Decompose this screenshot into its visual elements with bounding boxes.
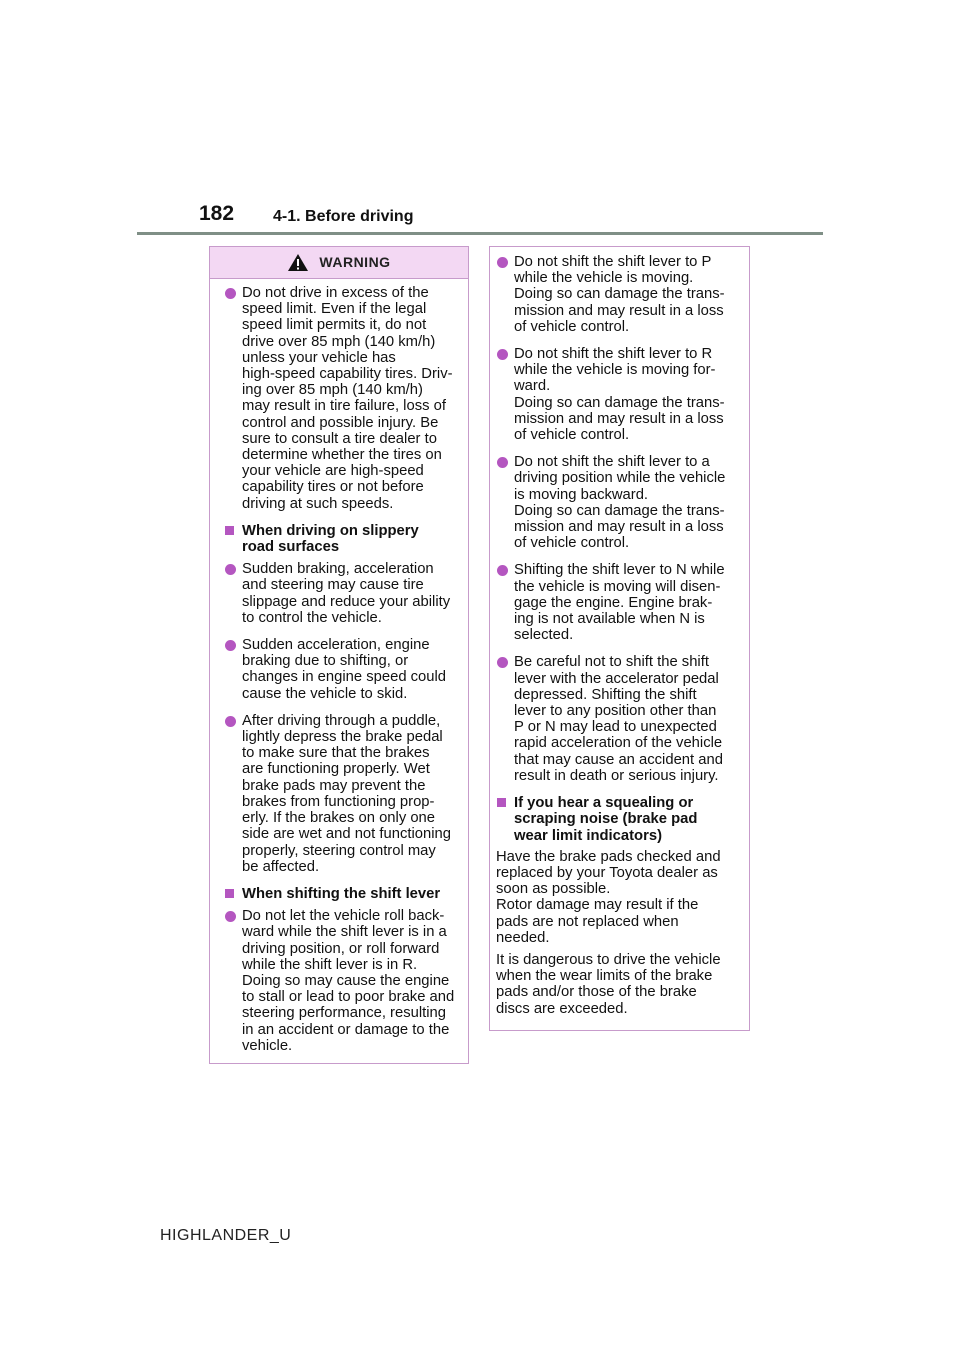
section-title: 4-1. Before driving [273,208,414,225]
list-item [224,713,458,875]
list-item [224,908,458,1054]
bullet-dot-icon [497,349,508,360]
list-item [496,454,741,551]
bullet-dot-icon [497,257,508,268]
list-item [496,562,741,643]
subheading-text: When shifting the shift lever [242,885,441,902]
list-item [224,561,458,626]
page-number: 182 [199,202,235,225]
warning-header [210,247,468,279]
bullet-text: Sudden braking, acceleration and steering may cause tire slippage and reduce your ability to control the vehicle. [242,561,451,626]
bullet-dot-icon [225,640,236,651]
bullet-text: Do not shift the shift lever to R while the vehicle is moving for- ward. Doing so can damage the trans- mission and may result in a loss of vehicle control. [514,346,725,444]
bullet-dot-icon [497,457,508,468]
warning-triangle-icon [287,253,309,272]
paragraph-text: Have the brake pads checked and replaced by your Toyota dealer as soon as possible. Rotor damage may result if the pads are not replaced when needed. [496,848,721,946]
paragraph-text: It is dangerous to drive the vehicle when the wear limits of the brake pads and/or those of the brake discs are exceeded. [496,951,721,1017]
square-bullet-icon [497,798,506,807]
bullet-dot-icon [225,564,236,575]
warning-box-left [209,246,469,1064]
bullet-dot-icon [225,716,236,727]
bullet-text: Do not shift the shift lever to a driving position while the vehicle is moving backward. Doing so can damage the trans- mission and may result in a loss of vehicle control. [514,454,726,552]
bullet-dot-icon [497,565,508,576]
footer-model: HIGHLANDER_U [160,1227,292,1244]
bullet-text: Do not drive in excess of the speed limit. Even if the legal speed limit permits it, do not drive over 85 mph (140 km/h) unless your vehicle has high-speed capability tires. Driv- ing over 85 mph (140 km/h) may result in tire failure, loss of control and possible injury. Be sure to consult a tire dealer to determine whether the tires on your vehicle are high-speed capability tires or not before driving at such speeds. [242,285,453,512]
subheading-slippery [224,523,458,555]
subheading-shift [224,886,458,902]
list-item [224,637,458,702]
subheading-text: When driving on slippery road surfaces [242,522,419,556]
list-item [496,654,741,784]
subheading-squeal [496,795,741,844]
warning-box-right [489,246,750,1031]
bullet-text: Sudden acceleration, engine braking due to shifting, or changes in engine speed could cause the vehicle to skid. [242,637,447,702]
bullet-text: Shifting the shift lever to N while the vehicle is moving will disen- gage the engine. Engine brak- ing is not available when N is selected. [514,562,725,644]
square-bullet-icon [225,526,234,535]
bullet-text: Do not shift the shift lever to P while the vehicle is moving. Doing so can damage the trans- mission and may result in a loss of vehicle control. [514,254,725,335]
list-item [496,254,741,335]
warning-label: WARNING [319,254,391,271]
header-rule [137,232,823,235]
bullet-text: Do not let the vehicle roll back- ward while the shift lever is in a driving position, or roll forward while the shift lever is in R. Doing so may cause the engine to stall or lead to poor brake and steering performance, resulting in an accident or damage to the vehicle. [242,908,455,1054]
subheading-text: If you hear a squealing or scraping noise (brake pad wear limit indicators) [514,795,698,844]
bullet-dot-icon [225,911,236,922]
bullet-text: Be careful not to shift the shift lever with the accelerator pedal depressed. Shifting the shift lever to any position other than P or N may lead to unexpected rapid acceleration of the vehicle that may cause an accident and result in death or serious injury. [514,654,723,784]
bullet-dot-icon [497,657,508,668]
bullet-text: After driving through a puddle, lightly depress the brake pedal to make sure that the brakes are functioning properly. Wet brake pads may prevent the brakes from functioning prop- erly. If the brakes on only one side are wet and not functioning properly, steering control may be affected. [242,712,451,875]
bullet-dot-icon [225,288,236,299]
paragraph [496,849,741,946]
square-bullet-icon [225,889,234,898]
list-item [224,285,458,512]
paragraph [496,952,741,1017]
list-item [496,346,741,443]
